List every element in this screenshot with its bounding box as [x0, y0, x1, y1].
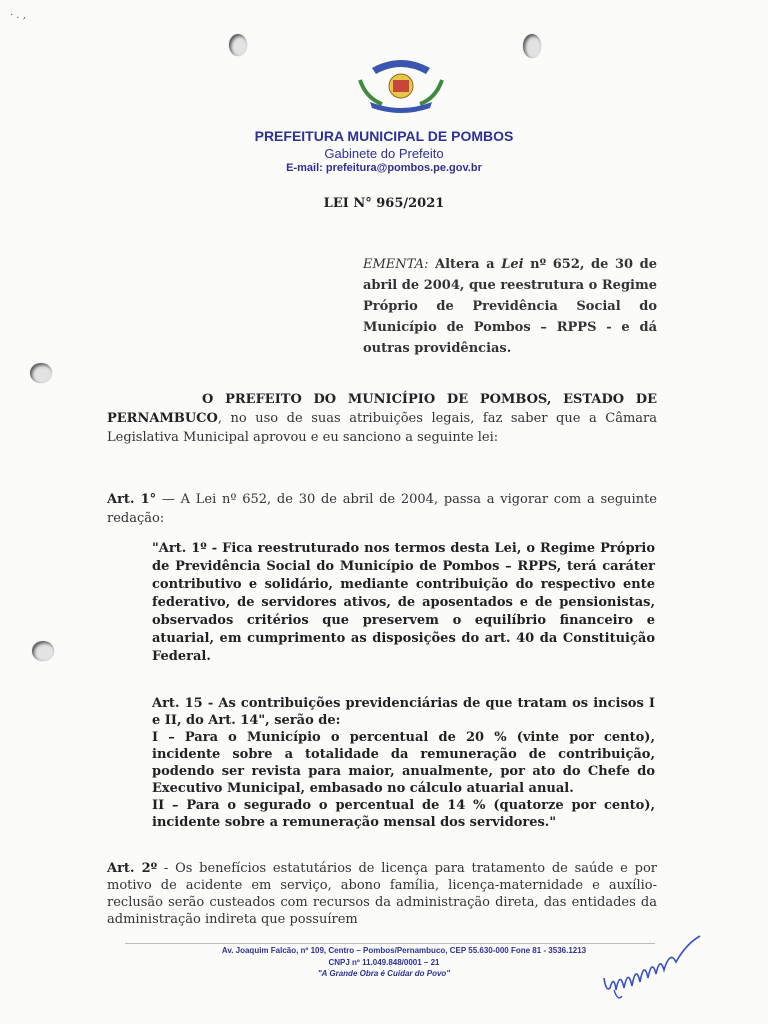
footer-cnpj: CNPJ nº 11.049.848/0001 – 21: [328, 958, 440, 967]
article-15-head: Art. 15 - As contribuições previdenciárias de que tratam os incisos I e II, do Art. 14", serão de:: [152, 696, 655, 728]
footer-divider: [125, 943, 655, 944]
article-15-item-1: I – Para o Município o percentual de 20 % (vinte por cento), incidente sobre a totalidade da remuneração de contribuição, podendo ser revista para maior, anualmente, por ato do Chefe do Executivo Municipal, embasado no cálculo atuarial anual.: [152, 730, 655, 796]
quoted-article-1: "Art. 1º - Fica reestruturado nos termos desta Lei, o Regime Próprio de Previdência Social do Município de Pombos – RPPS, terá caráter contributivo e solidário, mediante contribuição do respectivo ente federativo, de servidores ativos, de aposentados e de pensionistas, observados critérios que preservem o equilíbrio financeiro e atuarial, em cumprimento as disposições do art. 40 da Constituição Federal.: [152, 541, 655, 664]
quoted-article-15: [152, 695, 655, 831]
punch-hole: [523, 34, 541, 58]
ementa-label: EMENTA:: [363, 257, 429, 272]
contact-email: E-mail: prefeitura@pombos.pe.gov.br: [286, 162, 482, 174]
article-1-label: Art. 1°: [107, 492, 157, 507]
ementa-text-c: nº 652, de 30 de abril de 2004, que reestrutura o Regime Próprio de Previdência Social do Município de Pombos – RPPS - e dá outras providências.: [363, 257, 657, 356]
article-2-label: Art. 2º: [107, 861, 158, 876]
article-15-item-2: II – Para o segurado o percentual de 14 % (quatorze por cento), incidente sobre a remuneração mensal dos servidores.": [152, 798, 655, 830]
article-2: [107, 860, 657, 928]
enactment-text: , no uso de suas atribuições legais, faz saber que a Câmara Legislativa Municipal aprovou e eu sanciono a seguinte lei:: [107, 411, 657, 445]
punch-hole: [32, 641, 54, 661]
office-name: Gabinete do Prefeito: [324, 146, 444, 161]
ementa-block: [363, 254, 657, 359]
municipal-crest-logo: [352, 50, 450, 116]
ementa-text-a: Altera a: [435, 257, 502, 272]
law-number: LEI N° 965/2021: [323, 196, 445, 211]
ementa-text-b: Lei: [501, 257, 524, 272]
footer-motto: "A Grande Obra é Cuidar do Povo": [317, 969, 451, 978]
enactment-authority: O PREFEITO DO MUNICÍPIO DE POMBOS, ESTADO DE PERNAMBUCO: [107, 392, 657, 426]
article-1: [107, 490, 657, 528]
handwritten-signature: [600, 930, 720, 1005]
organization-name: PREFEITURA MUNICIPAL DE POMBOS: [254, 128, 514, 144]
article-2-text: - Os benefícios estatutários de licença para tratamento de saúde e por motivo de acidente em serviço, abono família, licença-maternidade e auxílio-reclusão serão custeados com recursos da administração direta, das entidades da administração indireta que possuírem: [107, 861, 657, 927]
punch-hole: [229, 34, 247, 56]
corner-mark: · . ,: [10, 10, 26, 21]
article-1-text: — A Lei nº 652, de 30 de abril de 2004, passa a vigorar com a seguinte redação:: [107, 492, 657, 526]
enactment-paragraph: [107, 390, 657, 447]
footer-address: Av. Joaquim Falcão, nº 109, Centro – Pombos/Pernambuco, CEP 55.630-000 Fone 81 - 3536.1213: [221, 946, 587, 955]
punch-hole: [30, 363, 52, 383]
